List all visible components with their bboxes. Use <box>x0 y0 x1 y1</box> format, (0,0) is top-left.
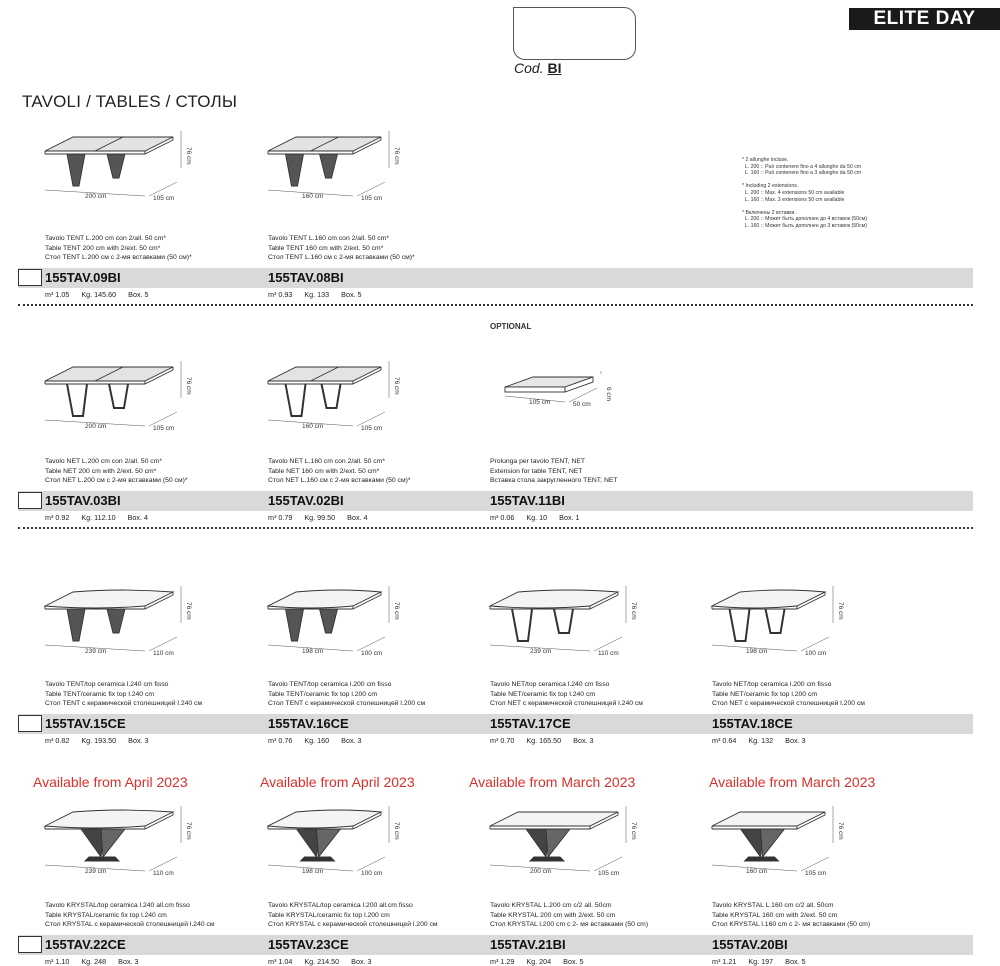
dim-length: 200 cm <box>85 423 107 430</box>
dim-depth: 110 cm <box>153 650 174 657</box>
dim-height: 76 cm <box>837 602 844 620</box>
description-line: Стол NET с керамической столешницей l.240 см <box>490 700 643 708</box>
weight-value: Kg. 160 <box>304 736 330 745</box>
product-specs <box>268 290 374 299</box>
product-description <box>45 457 188 486</box>
weight-value: Kg. 133 <box>304 290 330 299</box>
weight-value: Kg. 214.50 <box>304 957 340 966</box>
volume-value: m³ 0.70 <box>490 736 515 745</box>
product-description <box>268 234 415 263</box>
dim-length: 200 cm <box>530 868 552 875</box>
description-line: Вставка стола закругленного TENT, NET <box>490 477 618 485</box>
description-line: Стол KRYSTAL с керамической столешницей l.200 см <box>268 921 438 929</box>
description-line: Tavolo KRYSTAL/top ceramica l.240 all.cm fisso <box>45 902 190 909</box>
weight-value: Kg. 99.50 <box>304 513 336 522</box>
description-line: Table KRYSTAL/ceramic fix top l.200 cm <box>268 911 390 919</box>
dim-height: 76 cm <box>185 822 192 840</box>
section-title: TAVOLI / TABLES / СТОЛЫ <box>22 92 238 111</box>
box-count: Box. 4 <box>347 513 368 522</box>
description-line: Стол NET L.160 см с 2-мя вставками (50 см)* <box>268 477 411 485</box>
weight-value: Kg. 112.10 <box>81 513 116 522</box>
extension-notes: * 2 allunghe incluse. L. 200 :: Può contenere fino a 4 allunghe da 50 cm L. 160 :: Può contenere fino a 3 allunghe da 50 cm * Including 2 extensions. L. 200 :: Max. 4 extensions 50 cm available L. 160 :: Max. 3 extensions 50 cm available * Включены 2 вставки. L. 200 :: Может быть дополнен до 4 вставок (50см) L. 160 :: Может быть дополнен до 3 вставок (50см) <box>742 157 867 229</box>
order-checkbox[interactable] <box>18 492 42 509</box>
dim-depth: 105 cm <box>598 870 620 877</box>
volume-value: m³ 0.93 <box>268 290 293 299</box>
product-specs <box>45 290 161 299</box>
weight-value: Kg. 165.50 <box>526 736 562 745</box>
product-description <box>268 457 411 486</box>
dim-depth: 50 cm <box>573 401 591 408</box>
description-line: Tavolo TENT L.200 cm con 2/all. 50 cm* <box>45 235 167 242</box>
product-specs <box>268 736 374 745</box>
dim-depth: 100 cm <box>805 650 827 657</box>
row-bar-1 <box>18 268 973 288</box>
product-code: 155TAV.09BI <box>45 270 121 285</box>
dim-length: 105 cm <box>529 399 551 406</box>
availability-notice: Available from March 2023 <box>469 774 636 790</box>
volume-value: m³ 0.06 <box>490 513 515 522</box>
cod-label: Cod. <box>514 60 544 76</box>
weight-value: Kg. 132 <box>748 736 774 745</box>
description-line: Стол KRYSTAL l.200 cm с 2- мя вставками (50 cm) <box>490 921 649 929</box>
product-drawing <box>268 580 408 660</box>
product-code: 155TAV.22CE <box>45 937 126 952</box>
dim-height: 76 cm <box>393 147 400 165</box>
dim-length: 198 cm <box>302 648 324 655</box>
description-line: Tavolo KRYSTAL/top ceramica l.200 all.cm fisso <box>268 902 413 909</box>
product-drawing <box>45 800 192 880</box>
description-line: Стол KRYSTAL l.160 cm с 2- мя вставками (50 cm) <box>712 921 871 929</box>
dim-depth: 110 cm <box>598 650 619 657</box>
dim-height: 76 cm <box>185 377 192 395</box>
row-separator <box>18 527 973 529</box>
product-description <box>268 680 425 709</box>
dim-depth: 105 cm <box>805 870 827 877</box>
description-line: Стол NET L.200 см с 2-мя вставками (50 см)* <box>45 477 188 485</box>
product-specs <box>268 513 380 522</box>
dim-length: 160 cm <box>302 193 324 200</box>
volume-value: m³ 1.21 <box>712 957 737 966</box>
box-count: Box. 4 <box>127 513 149 522</box>
product-specs <box>45 736 161 745</box>
product-specs <box>45 957 151 966</box>
description-line: Tavolo NET L.200 cm con 2/all. 50 cm* <box>45 458 162 465</box>
product-code: 155TAV.17CE <box>490 716 571 731</box>
product-code: 155TAV.23CE <box>268 937 349 952</box>
product-drawing <box>505 365 645 445</box>
weight-value: Kg. 145.60 <box>81 290 117 299</box>
box-count: Box. 1 <box>559 513 580 522</box>
dim-depth: 105 cm <box>361 195 383 202</box>
product-specs <box>490 736 606 745</box>
order-checkbox[interactable] <box>18 936 42 953</box>
description-line: Table TENT/ceramic fix top l.200 cm <box>268 690 378 698</box>
product-drawing <box>268 800 408 880</box>
volume-value: m³ 0.64 <box>712 736 737 745</box>
product-description <box>45 901 215 930</box>
product-drawing <box>712 800 852 880</box>
box-count: Box. 3 <box>785 736 806 745</box>
weight-value: Kg. 197 <box>748 957 774 966</box>
description-line: Tavolo NET L.160 cm con 2/all. 50 cm* <box>268 458 385 465</box>
product-drawing <box>490 580 637 660</box>
optional-label: OPTIONAL <box>490 322 532 331</box>
dim-height: 76 cm <box>630 822 637 840</box>
dim-height: 76 cm <box>393 602 400 620</box>
product-code: 155TAV.15CE <box>45 716 126 731</box>
dim-height: 76 cm <box>185 147 192 165</box>
product-description <box>712 680 865 709</box>
volume-value: m³ 1.10 <box>45 957 70 966</box>
description-line: Table TENT 160 cm with 2/ext. 50 cm* <box>268 244 384 252</box>
availability-notice: Available from April 2023 <box>33 774 188 790</box>
description-line: Tavolo KRYSTAL L.200 cm c/2 all. 50cm <box>490 902 612 909</box>
product-code: 155TAV.03BI <box>45 493 121 508</box>
volume-value: m³ 0.82 <box>45 736 70 745</box>
description-line: Table KRYSTAL/ceramic fix top l.240 cm <box>45 911 167 919</box>
description-line: Table TENT 200 cm with 2/ext. 50 cm* <box>45 244 161 252</box>
description-line: Стол TENT с керамической столешницей l.240 см <box>45 700 203 708</box>
box-count: Box. 5 <box>785 957 806 966</box>
product-drawing <box>268 355 408 435</box>
box-count: Box. 3 <box>351 957 372 966</box>
product-code: 155TAV.02BI <box>268 493 344 508</box>
description-line: Tavolo NET/top ceramica l.200 cm fisso <box>712 681 832 688</box>
description-line: Table KRYSTAL 200 cm with 2/ext. 50 cm <box>490 911 616 919</box>
box-count: Box. 5 <box>563 957 584 966</box>
volume-value: m³ 0.92 <box>45 513 70 522</box>
dim-length: 198 cm <box>746 648 768 655</box>
weight-value: Kg. 10 <box>526 513 548 522</box>
product-specs <box>45 513 160 522</box>
product-description <box>490 457 618 486</box>
description-line: Стол NET с керамической столешницей l.200 см <box>712 700 865 708</box>
product-drawing <box>490 800 637 880</box>
description-line: Table KRYSTAL 160 cm with 2/ext. 50 cm <box>712 911 838 919</box>
description-line: Table NET 160 cm with 2/ext. 50 cm* <box>268 467 380 475</box>
box-count: Box. 5 <box>341 290 362 299</box>
dim-depth: 100 cm <box>361 650 383 657</box>
product-description <box>45 680 202 709</box>
volume-value: m³ 0.76 <box>268 736 293 745</box>
volume-value: m³ 0.79 <box>268 513 293 522</box>
order-checkbox[interactable] <box>18 269 42 286</box>
volume-value: m³ 1.05 <box>45 290 70 299</box>
dim-depth: 105 cm <box>153 425 175 432</box>
description-line: Tavolo KRYSTAL L.160 cm c/2 all. 50cm <box>712 902 834 909</box>
box-count: Box. 3 <box>573 736 594 745</box>
finish-code <box>514 60 561 76</box>
dim-length: 160 cm <box>302 423 324 430</box>
cod-value: BI <box>547 60 562 76</box>
description-line: Стол TENT L.160 см с 2-мя вставками (50 см)* <box>268 254 415 262</box>
dim-length: 239 cm <box>85 868 107 875</box>
finish-swatch <box>513 7 636 60</box>
weight-value: Kg. 248 <box>81 957 107 966</box>
product-code: 155TAV.21BI <box>490 937 566 952</box>
product-description <box>268 901 438 930</box>
availability-notice: Available from April 2023 <box>260 774 415 790</box>
product-code: 155TAV.20BI <box>712 937 788 952</box>
description-line: Tavolo NET/top ceramica l.240 cm fisso <box>490 681 610 688</box>
row-separator <box>18 304 973 306</box>
dim-length: 160 cm <box>746 868 768 875</box>
product-code: 155TAV.18CE <box>712 716 793 731</box>
product-specs <box>490 957 596 966</box>
product-description <box>490 901 648 930</box>
dim-depth: 105 cm <box>361 425 383 432</box>
description-line: Table TENT/ceramic fix top l.240 cm <box>45 690 155 698</box>
description-line: Tavolo TENT/top ceramica l.200 cm fisso <box>268 681 392 688</box>
description-line: Table NET 200 cm with 2/ext. 50 cm* <box>45 467 157 475</box>
description-line: Table NET/ceramic fix top l.240 cm <box>490 690 596 698</box>
box-count: Box. 5 <box>128 290 149 299</box>
product-description <box>712 901 870 930</box>
box-count: Box. 3 <box>341 736 362 745</box>
product-drawing <box>268 125 408 205</box>
product-description <box>45 234 192 263</box>
description-line: Table NET/ceramic fix top l.200 cm <box>712 690 818 698</box>
product-drawing <box>45 355 192 435</box>
box-count: Box. 3 <box>128 736 149 745</box>
description-line: Tavolo TENT L.160 cm con 2/all. 50 cm* <box>268 235 390 242</box>
volume-value: m³ 1.29 <box>490 957 515 966</box>
description-line: Extension for table TENT, NET <box>490 467 583 475</box>
product-drawing <box>712 580 852 660</box>
description-line: Стол TENT L.200 см с 2-мя вставками (50 см)* <box>45 254 192 262</box>
product-specs <box>490 513 592 522</box>
product-drawing <box>45 125 192 205</box>
description-line: Стол KRYSTAL с керамической столешницей l.240 см <box>45 921 215 929</box>
product-specs <box>268 957 384 966</box>
dim-height: 76 cm <box>630 602 637 620</box>
dim-height: 76 cm <box>837 822 844 840</box>
dim-depth: 110 cm <box>153 870 174 877</box>
dim-height: 76 cm <box>393 822 400 840</box>
availability-notice: Available from March 2023 <box>709 774 876 790</box>
product-specs <box>712 957 818 966</box>
product-drawing <box>45 580 192 660</box>
product-description <box>490 680 643 709</box>
dim-depth: 100 cm <box>361 870 383 877</box>
dim-height: 76 cm <box>185 602 192 620</box>
product-code: 155TAV.16CE <box>268 716 349 731</box>
dim-length: 239 cm <box>85 648 107 655</box>
product-code: 155TAV.11BI <box>490 493 565 508</box>
volume-value: m³ 1.04 <box>268 957 293 966</box>
dim-height: 76 cm <box>393 377 400 395</box>
weight-value: Kg. 193.50 <box>81 736 117 745</box>
description-line: Prolunga per tavolo TENT, NET <box>490 458 586 465</box>
dim-length: 198 cm <box>302 868 324 875</box>
order-checkbox[interactable] <box>18 715 42 732</box>
dim-height: 6 cm <box>605 387 612 402</box>
dim-length: 200 cm <box>85 193 107 200</box>
product-code: 155TAV.08BI <box>268 270 344 285</box>
description-line: Стол TENT с керамической столешницей l.200 см <box>268 700 426 708</box>
box-count: Box. 3 <box>118 957 139 966</box>
description-line: Tavolo TENT/top ceramica l.240 cm fisso <box>45 681 169 688</box>
brand-label: ELITE DAY <box>849 8 1000 30</box>
product-specs <box>712 736 818 745</box>
weight-value: Kg. 204 <box>526 957 552 966</box>
dim-depth: 105 cm <box>153 195 175 202</box>
dim-length: 239 cm <box>530 648 552 655</box>
